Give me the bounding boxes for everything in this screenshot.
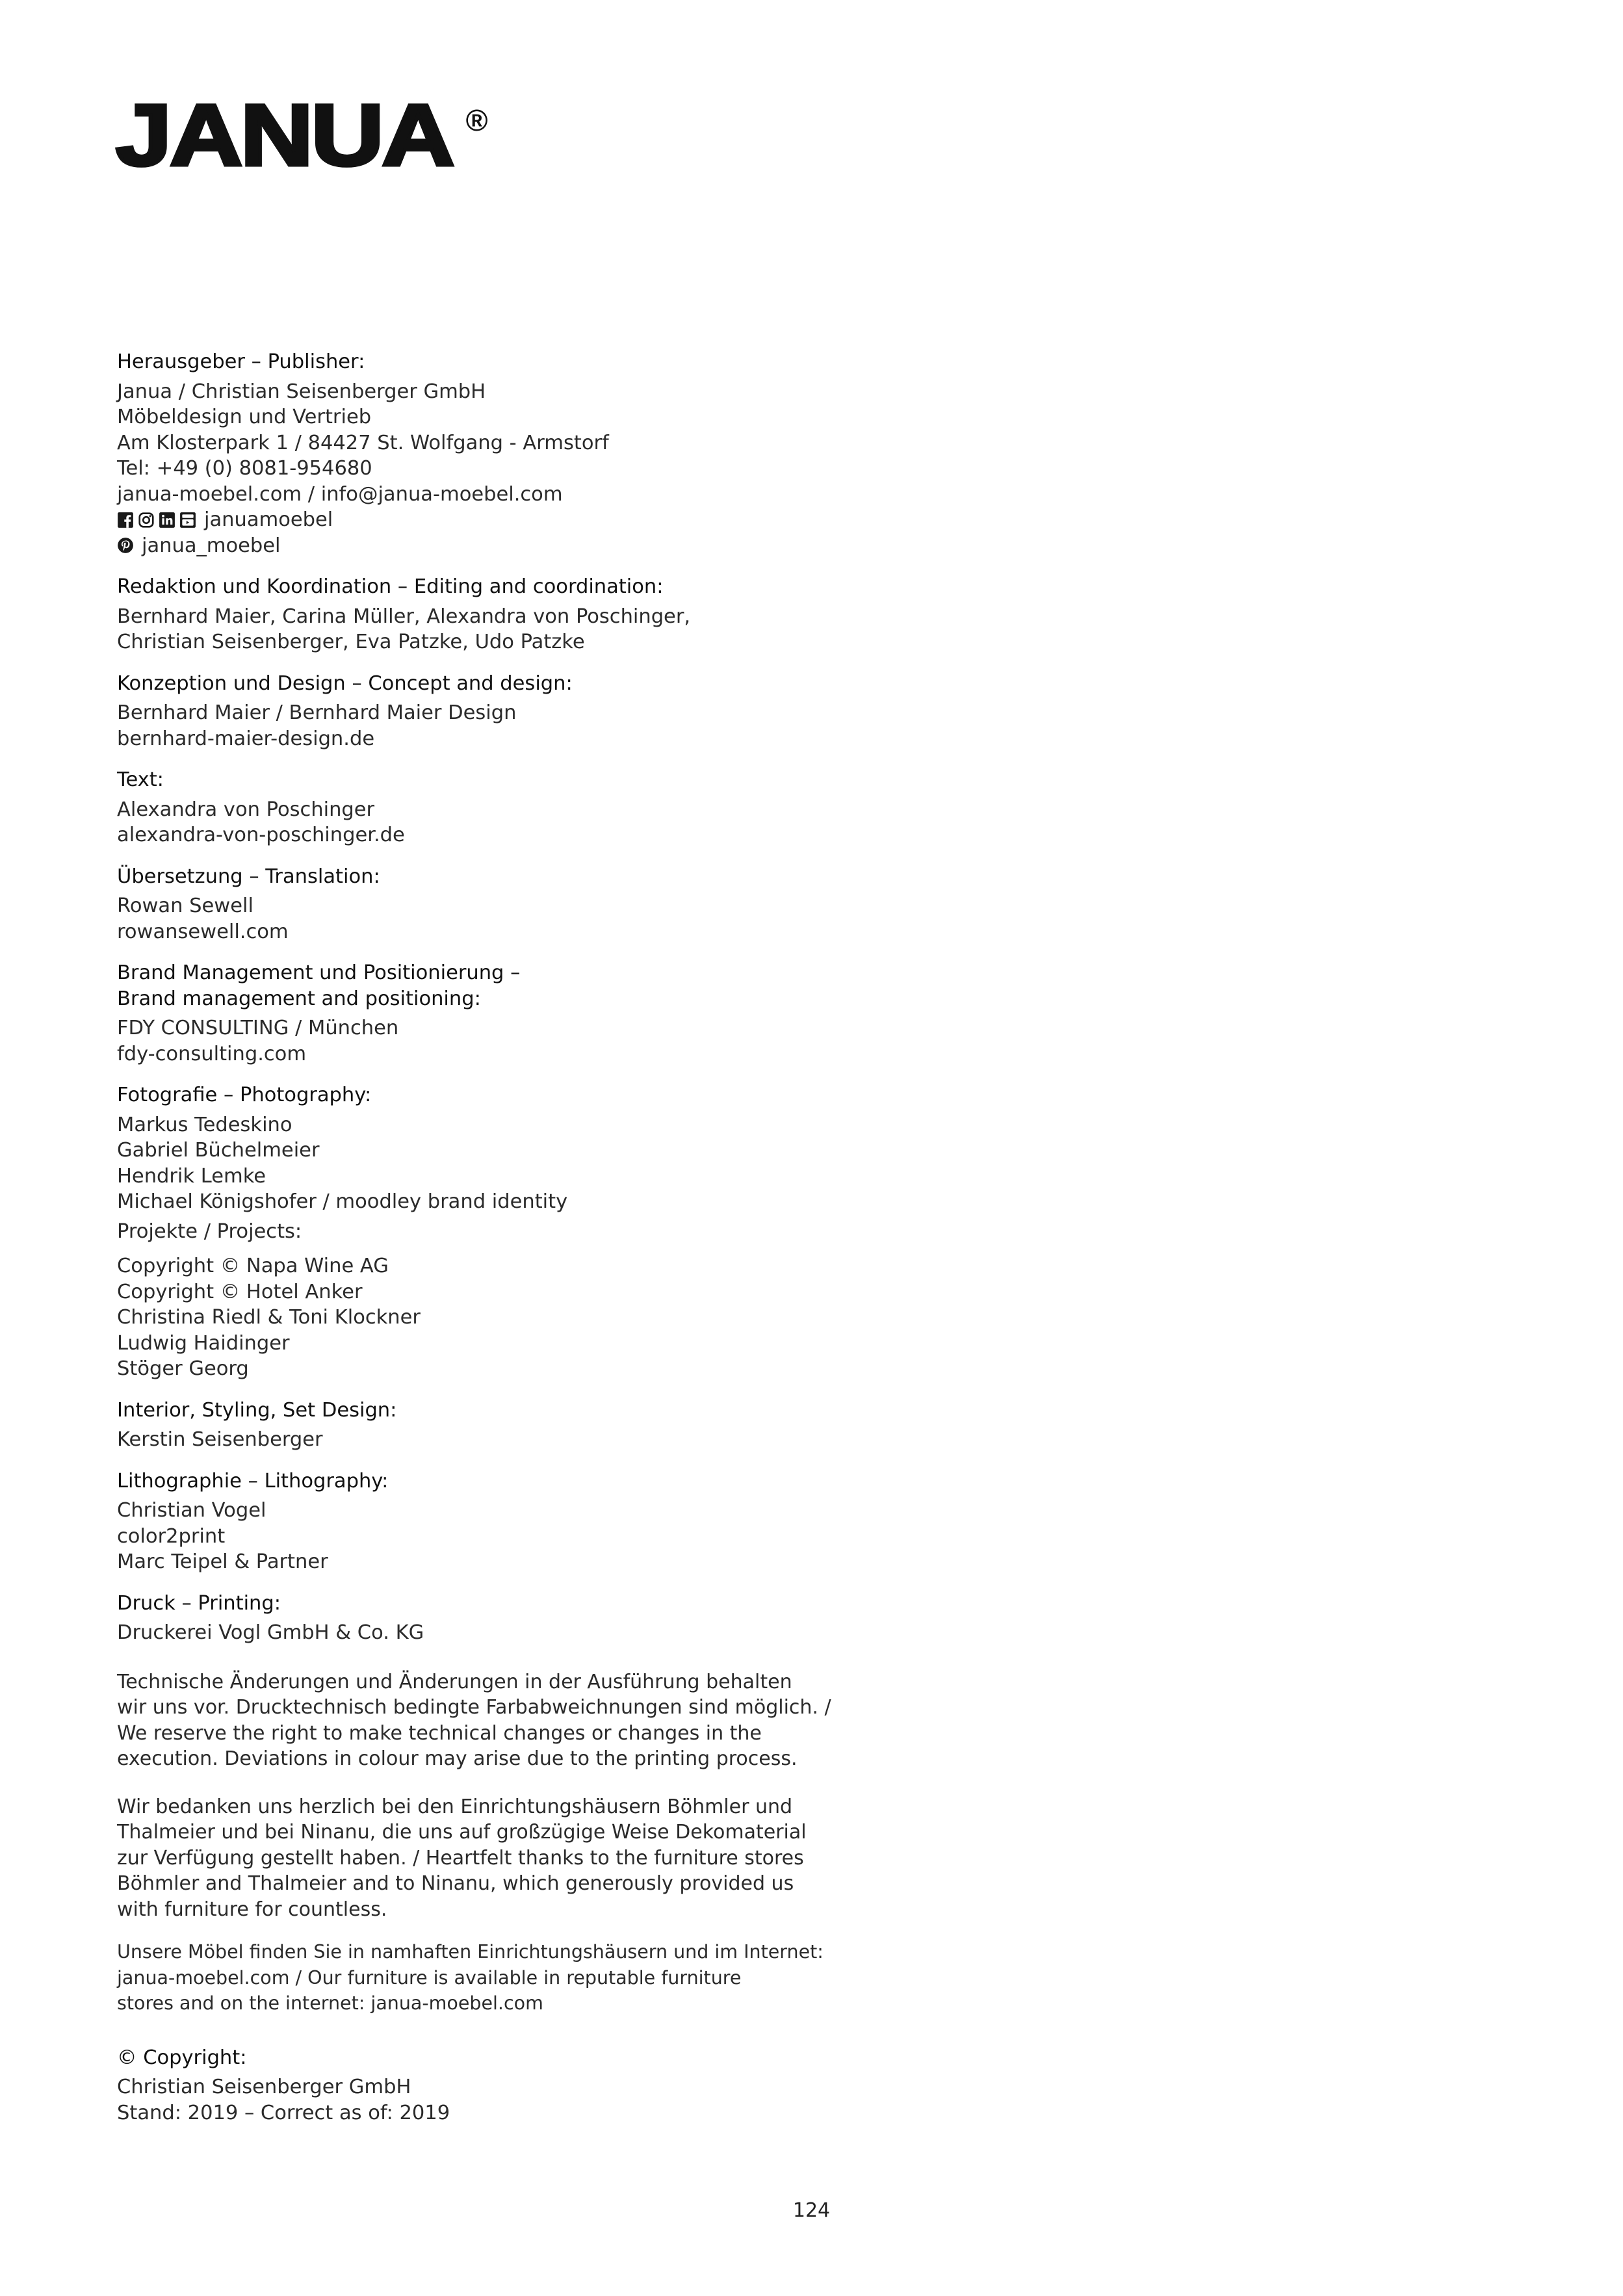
project-credit: Stöger Georg [117, 1357, 249, 1380]
publisher-address: Am Klosterpark 1 / 84427 St. Wolfgang - Armstorf [117, 431, 609, 454]
photographer: Gabriel Büchelmeier [117, 1139, 320, 1162]
litho-line: Marc Teipel & Partner [117, 1550, 328, 1573]
copyright-date: Stand: 2019 – Correct as of: 2019 [117, 2101, 450, 2124]
facebook-icon[interactable] [117, 512, 134, 528]
pinterest-row [117, 533, 864, 559]
project-credit: Christina Riedl & Toni Klockner [117, 1306, 421, 1329]
brand-heading-de: Brand Management und Positionierung – [117, 961, 521, 984]
copyright-section [117, 2045, 864, 2126]
text-heading: Text: [117, 768, 164, 791]
linkedin-icon[interactable] [159, 512, 175, 528]
litho-line: color2print [117, 1524, 226, 1548]
photography-heading: Fotografie – Photography: [117, 1084, 372, 1106]
litho-line: Christian Vogel [117, 1499, 266, 1522]
technical-note-line: wir uns vor. Drucktechnisch bedingte Farbabweichnungen sind möglich. / [117, 1696, 831, 1719]
litho-section [117, 1468, 864, 1575]
brand-section [117, 960, 864, 1067]
project-credit: Ludwig Haidinger [117, 1331, 290, 1355]
printer: Druckerei Vogl GmbH & Co. KG [117, 1621, 424, 1644]
concept-heading: Konzeption und Design – Concept and design: [117, 672, 573, 695]
concept-line: Bernhard Maier / Bernhard Maier Design [117, 701, 517, 724]
text-author: Alexandra von Poschinger [117, 798, 375, 821]
project-credit: Copyright © Hotel Anker [117, 1280, 363, 1303]
availability-note [117, 1939, 864, 2016]
youtube-icon[interactable] [179, 512, 196, 528]
photographer: Hendrik Lemke [117, 1164, 266, 1188]
brand-link[interactable]: fdy-consulting.com [117, 1042, 307, 1065]
thanks-note-line: zur Verfügung gestellt haben. / Heartfelt thanks to the furniture stores [117, 1846, 804, 1870]
technical-note-line: execution. Deviations in colour may arise due to the printing process. [117, 1747, 798, 1770]
imprint [117, 349, 864, 2141]
publisher-company: Janua / Christian Seisenberger GmbH [117, 380, 486, 403]
projects-label: Projekte / Projects: [117, 1220, 302, 1243]
project-credit: Copyright © Napa Wine AG [117, 1255, 389, 1277]
translator-link[interactable]: rowansewell.com [117, 920, 289, 943]
pinterest-handle[interactable]: janua_moebel [142, 534, 281, 557]
concept-section [117, 671, 864, 752]
publisher-web-email: janua-moebel.com / info@janua-moebel.com [117, 482, 563, 506]
translator-name: Rowan Sewell [117, 894, 253, 917]
photographer: Markus Tedeskino [117, 1113, 292, 1136]
brand-heading-en: Brand management and positioning: [117, 987, 481, 1010]
editing-section [117, 574, 864, 655]
thanks-note-line: Thalmeier und bei Ninanu, die uns auf großzügige Weise Dekomaterial [117, 1821, 807, 1844]
availability-note-line: Unsere Möbel finden Sie in namhaften Einrichtungshäusern und im Internet: [117, 1941, 824, 1963]
editing-line: Bernhard Maier, Carina Müller, Alexandra von Poschinger, [117, 605, 691, 628]
instagram-icon[interactable] [138, 512, 155, 528]
copyright-heading: © Copyright: [117, 2046, 247, 2069]
availability-note-line: stores and on the internet: janua-moebel.com [117, 1992, 543, 2014]
interior-section [117, 1398, 864, 1453]
thanks-note-line: Böhmler and Thalmeier and to Ninanu, which generously provided us [117, 1872, 794, 1895]
thanks-note-line: Wir bedanken uns herzlich bei den Einrichtungshäusern Böhmler und [117, 1795, 793, 1818]
social-handle[interactable]: januamoebel [204, 508, 333, 531]
brand-agency: FDY CONSULTING / München [117, 1017, 399, 1039]
publisher-phone: Tel: +49 (0) 8081-954680 [117, 457, 372, 480]
thanks-note [117, 1794, 864, 1923]
copyright-holder: Christian Seisenberger GmbH [117, 2076, 411, 2098]
text-link[interactable]: alexandra-von-poschinger.de [117, 824, 405, 846]
printing-section [117, 1591, 864, 1646]
technical-note [117, 1669, 864, 1772]
printing-heading: Druck – Printing: [117, 1591, 281, 1615]
translation-section [117, 864, 864, 945]
availability-note-line: janua-moebel.com / Our furniture is available in reputable furniture [117, 1966, 742, 1989]
concept-link[interactable]: bernhard-maier-design.de [117, 727, 375, 750]
pinterest-icon[interactable] [117, 537, 134, 554]
litho-heading: Lithographie – Lithography: [117, 1469, 389, 1493]
interior-heading: Interior, Styling, Set Design: [117, 1398, 397, 1422]
social-row [117, 507, 864, 533]
registered-mark: ® [465, 103, 488, 137]
editing-line: Christian Seisenberger, Eva Patzke, Udo Patzke [117, 631, 585, 653]
page-number: 124 [792, 2199, 831, 2222]
photography-section [117, 1082, 864, 1382]
photographer: Michael Königshofer / moodley brand identity [117, 1190, 568, 1213]
logo-wordmark: JANUA [116, 87, 453, 184]
technical-note-line: Technische Änderungen und Änderungen in der Ausführung behalten [117, 1670, 792, 1693]
publisher-division: Möbeldesign und Vertrieb [117, 406, 372, 428]
publisher-heading: Herausgeber – Publisher: [117, 350, 365, 373]
thanks-note-line: with furniture for countless. [117, 1898, 387, 1921]
editing-heading: Redaktion und Koordination – Editing and coordination: [117, 575, 664, 598]
technical-note-line: We reserve the right to make technical changes or changes in the [117, 1721, 762, 1745]
janua-logo [116, 87, 488, 184]
translation-heading: Übersetzung – Translation: [117, 865, 380, 888]
interior-stylist: Kerstin Seisenberger [117, 1428, 323, 1451]
text-section [117, 767, 864, 848]
publisher-section [117, 349, 864, 558]
